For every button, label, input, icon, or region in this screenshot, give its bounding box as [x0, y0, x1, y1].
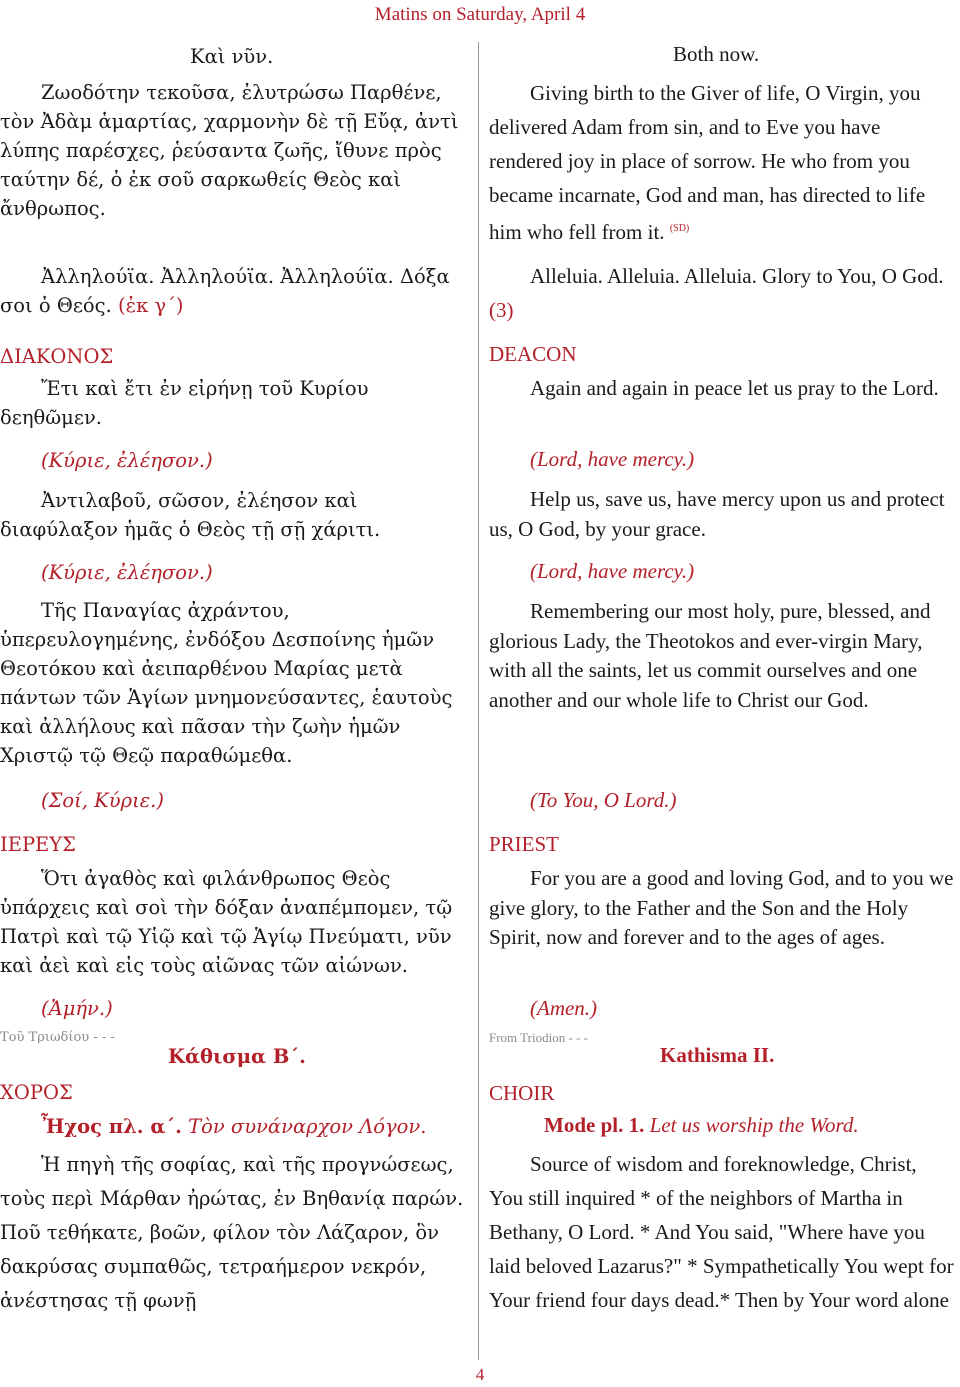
english-theotokion-text: Giving birth to the Giver of life, O Virgin, you delivered Adam from sin, and to Eve you have rendered joy in place of sorrow. He who from you became incarnate, God and man, has directed to life him who fell from it. — [489, 81, 926, 244]
greek-choir-label: ΧΟΡΟΣ — [0, 1081, 73, 1104]
greek-deacon-label: ΔΙΑΚΟΝΟΣ — [0, 345, 114, 368]
english-commemoration: Remembering our most holy, pure, blessed, and glorious Lady, the Theotokos and ever-virgin Mary, with all the saints, let us commit ourselves and one another and our whole life to Christ our God. — [489, 599, 931, 712]
english-response-1: (Lord, have mercy.) — [530, 447, 695, 471]
column-divider — [478, 42, 479, 1360]
page-number: 4 — [475, 1365, 485, 1384]
greek-mode-line — [41, 1112, 468, 1141]
greek-mode: Ἦχος πλ. α΄. — [41, 1115, 182, 1138]
greek-theotokion: Ζωοδότην τεκοῦσα, ἐλυτρώσω Παρθένε, τὸν Ἀδὰμ ἁμαρτίας, χαρμονὴν δὲ τῇ Εὔᾳ, ἀντὶ λύπης παρέσχες, ῥεύσαντα ζωῆς, ἴθυνε πρὸς ταύτην δέ, ὁ ἐκ σοῦ σαρκωθείς Θεὸς καὶ ἄνθρωπος. — [0, 81, 459, 220]
greek-source: Τοῦ Τριωδίου - - - — [0, 1030, 115, 1045]
english-mode: Mode pl. 1. — [544, 1113, 645, 1137]
greek-alleluia — [0, 262, 468, 320]
english-sd-mark: (SD) — [669, 223, 690, 234]
english-hymn: Source of wisdom and foreknowledge, Christ, You still inquired * of the neighbors of Martha in Bethany, O Lord. * And You said, "Where have you laid beloved Lazarus?" * Sympathetically You wept for Your friend four days dead.* Then by Your word alone — [489, 1152, 954, 1312]
greek-alleluia-times: (ἐκ γ΄) — [118, 294, 184, 317]
greek-priest-label: ΙΕΡΕΥΣ — [0, 833, 76, 856]
english-response-3: (To You, O Lord.) — [530, 788, 677, 812]
english-response-2: (Lord, have mercy.) — [530, 559, 695, 583]
english-ekphonesis: For you are a good and loving God, and to you we give glory, to the Father and the Son and the Holy Spirit, now and forever and to the ages of ages. — [489, 866, 954, 949]
greek-alleluia-text: Ἀλληλούϊα. Ἀλληλούϊα. Ἀλληλούϊα. Δόξα σοι ὁ Θεός. — [0, 265, 450, 317]
greek-petition-1: Ἔτι καὶ ἔτι ἐν εἰρήνῃ τοῦ Κυρίου δεηθῶμεν. — [0, 377, 369, 429]
english-alleluia-text: Alleluia. Alleluia. Alleluia. Glory to You, O God. — [530, 264, 944, 288]
greek-ekphonesis: Ὅτι ἀγαθὸς καὶ φιλάνθρωπος Θεὸς ὑπάρχεις καὶ σοὶ τὴν δόξαν ἀναπέμπομεν, τῷ Πατρὶ καὶ τῷ Υἱῷ καὶ τῷ Ἁγίῳ Πνεύματι, νῦν καὶ ἀεὶ καὶ εἰς τοὺς αἰῶνας τῶν αἰώνων. — [0, 867, 453, 977]
greek-melody: Τὸν συνάναρχον Λόγον. — [188, 1115, 427, 1138]
greek-response-3: (Σοί, Κύριε.) — [41, 789, 164, 812]
english-petition-1: Again and again in peace let us pray to the Lord. — [530, 376, 939, 400]
greek-response-2: (Κύριε, ἐλέησον.) — [41, 561, 213, 584]
english-priest-label: PRIEST — [489, 832, 560, 856]
english-petition-2: Help us, save us, have mercy upon us and protect us, O God, by your grace. — [489, 487, 945, 541]
english-mode-line — [544, 1111, 955, 1141]
greek-response-4: (Ἀμήν.) — [41, 997, 113, 1020]
english-alleluia-times: (3) — [489, 298, 514, 322]
greek-commemoration: Τῆς Παναγίας ἀχράντου, ὑπερευλογημένης, ἐνδόξου Δεσποίνης ἡμῶν Θεοτόκου καὶ ἀειπαρθένου Μαρίας μετὰ πάντων τῶν Ἁγίων μνημονεύσαντες, ἑαυτοὺς καὶ ἀλλήλους καὶ πᾶσαν τὴν ζωὴν ἡμῶν Χριστῷ τῷ Θεῷ παραθώμεθα. — [0, 599, 453, 767]
english-alleluia — [489, 259, 955, 327]
english-melody: Let us worship the Word. — [649, 1113, 859, 1137]
english-kathisma: Kathisma II. — [660, 1043, 775, 1067]
page-header: Matins on Saturday, April 4 — [374, 4, 586, 25]
english-deacon-label: DEACON — [489, 342, 577, 366]
english-both-now: Both now. — [673, 42, 760, 66]
greek-both-now: Καὶ νῦν. — [190, 45, 274, 68]
greek-hymn: Ἡ πηγὴ τῆς σοφίας, καὶ τῆς προγνώσεως, τοὺς περὶ Μάρθαν ἠρώτας, ἐν Βηθανίᾳ παρών. Ποῦ τεθήκατε, βοῶν, φίλον τὸν Λάζαρον, ὃν δακρύσας συμπαθῶς, τετραήμερον νεκρόν, ἀνέστησας τῇ φωνῇ — [0, 1153, 464, 1312]
english-response-4: (Amen.) — [530, 996, 598, 1020]
greek-petition-2: Ἀντιλαβοῦ, σῶσον, ἐλέησον καὶ διαφύλαξον ἡμᾶς ὁ Θεὸς τῇ σῇ χάριτι. — [0, 489, 381, 541]
greek-kathisma: Κάθισμα Β΄. — [168, 1045, 306, 1068]
english-source: From Triodion - - - — [489, 1030, 588, 1045]
english-choir-label: CHOIR — [489, 1081, 555, 1105]
greek-response-1: (Κύριε, ἐλέησον.) — [41, 449, 213, 472]
english-theotokion — [489, 76, 955, 249]
